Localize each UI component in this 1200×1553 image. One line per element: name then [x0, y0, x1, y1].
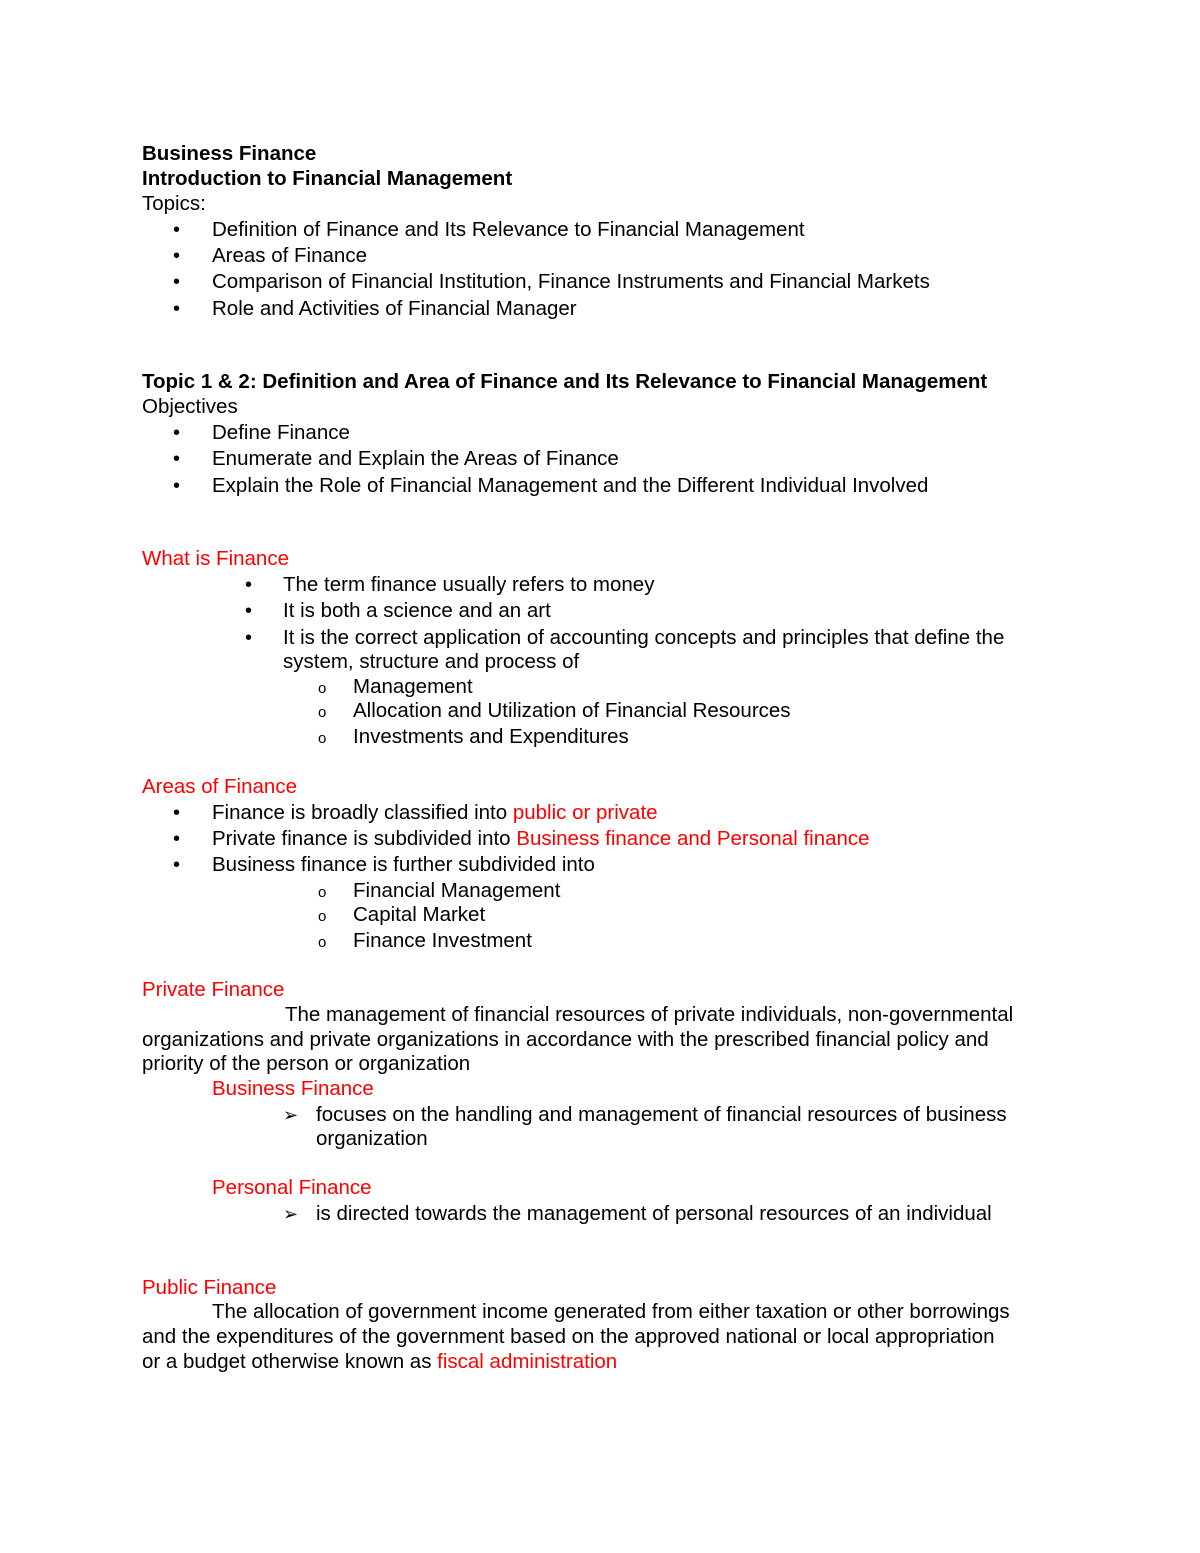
objective-item: Enumerate and Explain the Areas of Finance — [212, 447, 619, 470]
finance-point-continued: system, structure and process of — [283, 650, 580, 673]
bullet-icon: • — [173, 422, 181, 444]
private-finance-heading: Private Finance — [142, 978, 285, 1001]
bullet-icon: • — [173, 245, 181, 267]
objectives-label: Objectives — [142, 395, 238, 418]
topic-item: Definition of Finance and Its Relevance to Financial Management — [212, 218, 805, 241]
private-finance-text: organizations and private organizations in accordance with the prescribed financial policy and — [142, 1028, 989, 1051]
personal-finance-text: is directed towards the management of personal resources of an individual — [316, 1202, 992, 1225]
business-finance-heading: Business Finance — [212, 1077, 374, 1100]
public-finance-text: and the expenditures of the government based on the approved national or local appropriation — [142, 1325, 995, 1348]
arrow-bullet-icon: ➢ — [283, 1204, 299, 1224]
bullet-icon: • — [245, 600, 253, 622]
business-finance-text: focuses on the handling and management of financial resources of business — [316, 1103, 1007, 1126]
bullet-icon: • — [173, 854, 181, 876]
sub-bullet-icon: o — [318, 730, 327, 747]
document-subtitle: Introduction to Financial Management — [142, 167, 513, 190]
areas-point-highlight: Business finance and Personal finance — [516, 827, 870, 850]
private-finance-text: The management of financial resources of private individuals, non-governmental — [285, 1003, 1014, 1026]
bullet-icon: • — [173, 448, 181, 470]
areas-point — [212, 826, 870, 852]
areas-point: Business finance is further subdivided into — [212, 853, 595, 876]
finance-subpoint: Allocation and Utilization of Financial Resources — [353, 699, 791, 722]
public-finance-text: The allocation of government income generated from either taxation or other borrowings — [212, 1300, 1010, 1323]
areas-point — [212, 800, 658, 826]
areas-point-highlight: public or private — [512, 801, 658, 824]
areas-subpoint: Financial Management — [353, 879, 561, 902]
topics-label: Topics: — [142, 192, 206, 215]
what-is-finance-heading: What is Finance — [142, 547, 289, 570]
bullet-icon: • — [173, 271, 181, 293]
objective-item: Explain the Role of Financial Management and the Different Individual Involved — [212, 474, 929, 497]
bullet-icon: • — [173, 298, 181, 320]
sub-bullet-icon: o — [318, 884, 327, 901]
arrow-bullet-icon: ➢ — [283, 1105, 299, 1125]
areas-point-text: Private finance is subdivided into — [212, 827, 517, 850]
fiscal-administration-highlight: fiscal administration — [437, 1350, 618, 1373]
objective-item: Define Finance — [212, 421, 350, 444]
public-finance-text — [142, 1349, 617, 1375]
finance-subpoint: Management — [353, 675, 473, 698]
private-finance-text: priority of the person or organization — [142, 1052, 471, 1075]
areas-subpoint: Finance Investment — [353, 929, 532, 952]
bullet-icon: • — [245, 574, 253, 596]
finance-point: It is both a science and an art — [283, 599, 551, 622]
personal-finance-heading: Personal Finance — [212, 1176, 372, 1199]
public-finance-heading: Public Finance — [142, 1276, 277, 1299]
sub-bullet-icon: o — [318, 908, 327, 925]
finance-point: It is the correct application of accounting concepts and principles that define the — [283, 626, 1005, 649]
areas-heading: Areas of Finance — [142, 775, 297, 798]
topic-heading: Topic 1 & 2: Definition and Area of Finance and Its Relevance to Financial Management — [142, 370, 988, 393]
bullet-icon: • — [173, 802, 181, 824]
bullet-icon: • — [173, 828, 181, 850]
public-finance-text-prefix: or a budget otherwise known as — [142, 1350, 438, 1373]
bullet-icon: • — [245, 627, 253, 649]
sub-bullet-icon: o — [318, 934, 327, 951]
topic-item: Areas of Finance — [212, 244, 367, 267]
bullet-icon: • — [173, 219, 181, 241]
topic-item: Role and Activities of Financial Manager — [212, 297, 577, 320]
sub-bullet-icon: o — [318, 704, 327, 721]
sub-bullet-icon: o — [318, 680, 327, 697]
areas-point-text: Finance is broadly classified into — [212, 801, 513, 824]
finance-subpoint: Investments and Expenditures — [353, 725, 629, 748]
areas-subpoint: Capital Market — [353, 903, 486, 926]
bullet-icon: • — [173, 475, 181, 497]
course-title: Business Finance — [142, 142, 317, 165]
topic-item: Comparison of Financial Institution, Finance Instruments and Financial Markets — [212, 270, 930, 293]
finance-point: The term finance usually refers to money — [283, 573, 655, 596]
business-finance-text: organization — [316, 1127, 428, 1150]
